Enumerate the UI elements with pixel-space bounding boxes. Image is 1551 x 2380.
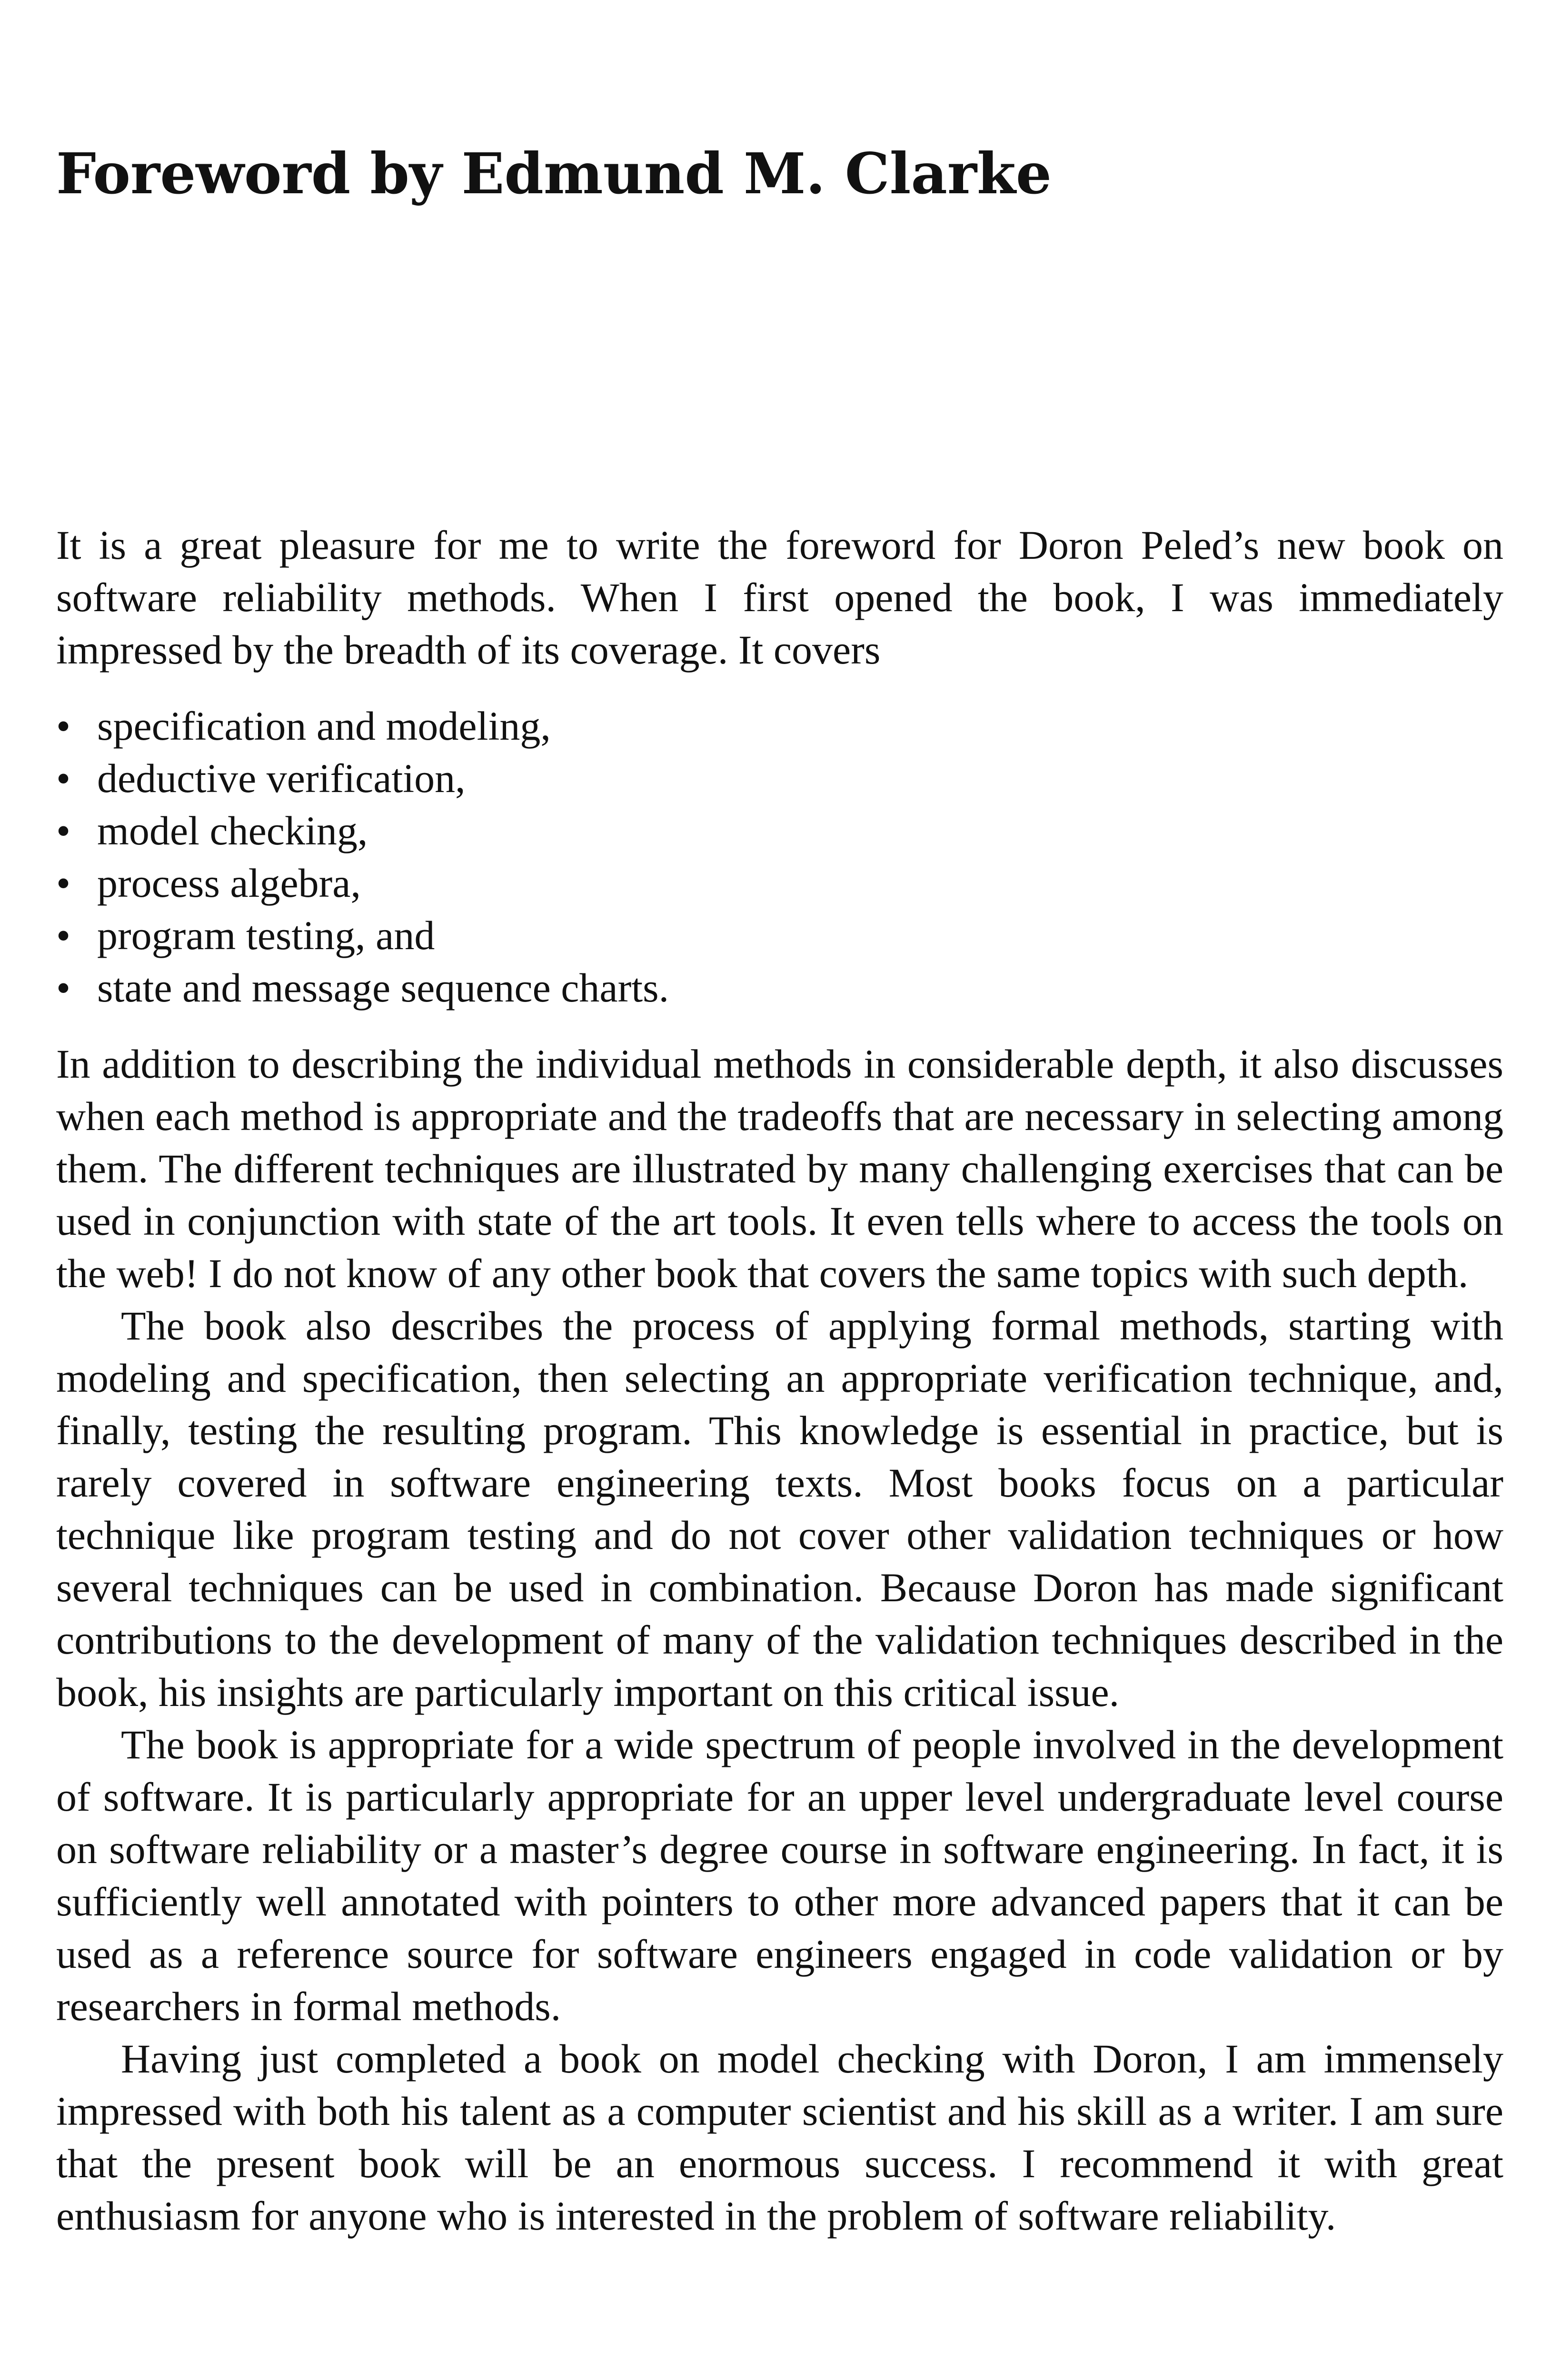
foreword-body [56,519,1503,2242]
body-paragraph-3: The book is appropriate for a wide spectrum of people involved in the development of software. It is particularly appropriate for an upper level undergraduate level course on software reliability or a master’s degree course in software engineering. In fact, it is sufficiently well annotated with pointers to other more advanced papers that it can be used as a reference source for software engineers engaged in code validation or by researchers in formal methods. [56,1722,1503,2029]
list-item-text: state and message sequence charts. [97,965,669,1011]
intro-paragraph: It is a great pleasure for me to write the foreword for Doron Peled’s new book on software reliability methods. When I first opened the book, I was immediately impressed by the breadth of its coverage. It covers [56,522,1503,673]
body-paragraph-4: Having just completed a book on model checking with Doron, I am immensely impressed with both his talent as a computer scientist and his skill as a writer. I am sure that the present book will be an enormous success. I recommend it with great enthusiasm for anyone who is interested in the problem of software reliability. [56,2036,1503,2239]
chapter-title: Foreword by Edmund M. Clarke [56,140,1052,207]
bullet-icon [56,752,97,804]
list-item [56,962,1503,1014]
list-item-text: process algebra, [97,860,361,906]
bullet-icon [56,804,97,857]
list-item [56,700,1503,752]
coverage-list [56,700,1503,1014]
list-item-text: deductive verification, [97,755,466,801]
list-item-text: program testing, and [97,912,435,958]
bullet-icon [56,700,97,752]
list-item-text: model checking, [97,808,368,853]
body-paragraph-1: In addition to describing the individual methods in considerable depth, it also discusses when each method is appropriate and the tradeoffs that are necessary in selecting among them. The different techniques are illustrated by many challenging exercises that can be used in conjunction with state of the art tools. It even tells where to access the tools on the web! I do not know of any other book that covers the same topics with such depth. [56,1041,1503,1296]
body-paragraph-2: The book also describes the process of applying formal methods, starting with modeling and specification, then selecting an appropriate verification technique, and, finally, testing the resulting program. This knowledge is essential in practice, but is rarely covered in software engineering texts. Most books focus on a particular technique like program testing and do not cover other validation techniques or how several techniques can be used in combination. Because Doron has made significant contributions to the development of many of the validation techniques described in the book, his insights are particularly important on this critical issue. [56,1303,1503,1715]
list-item [56,857,1503,909]
bullet-icon [56,962,97,1014]
list-item [56,909,1503,962]
bullet-icon [56,857,97,909]
list-item-text: specification and modeling, [97,703,551,749]
bullet-icon [56,909,97,962]
list-item [56,804,1503,857]
list-item [56,752,1503,804]
